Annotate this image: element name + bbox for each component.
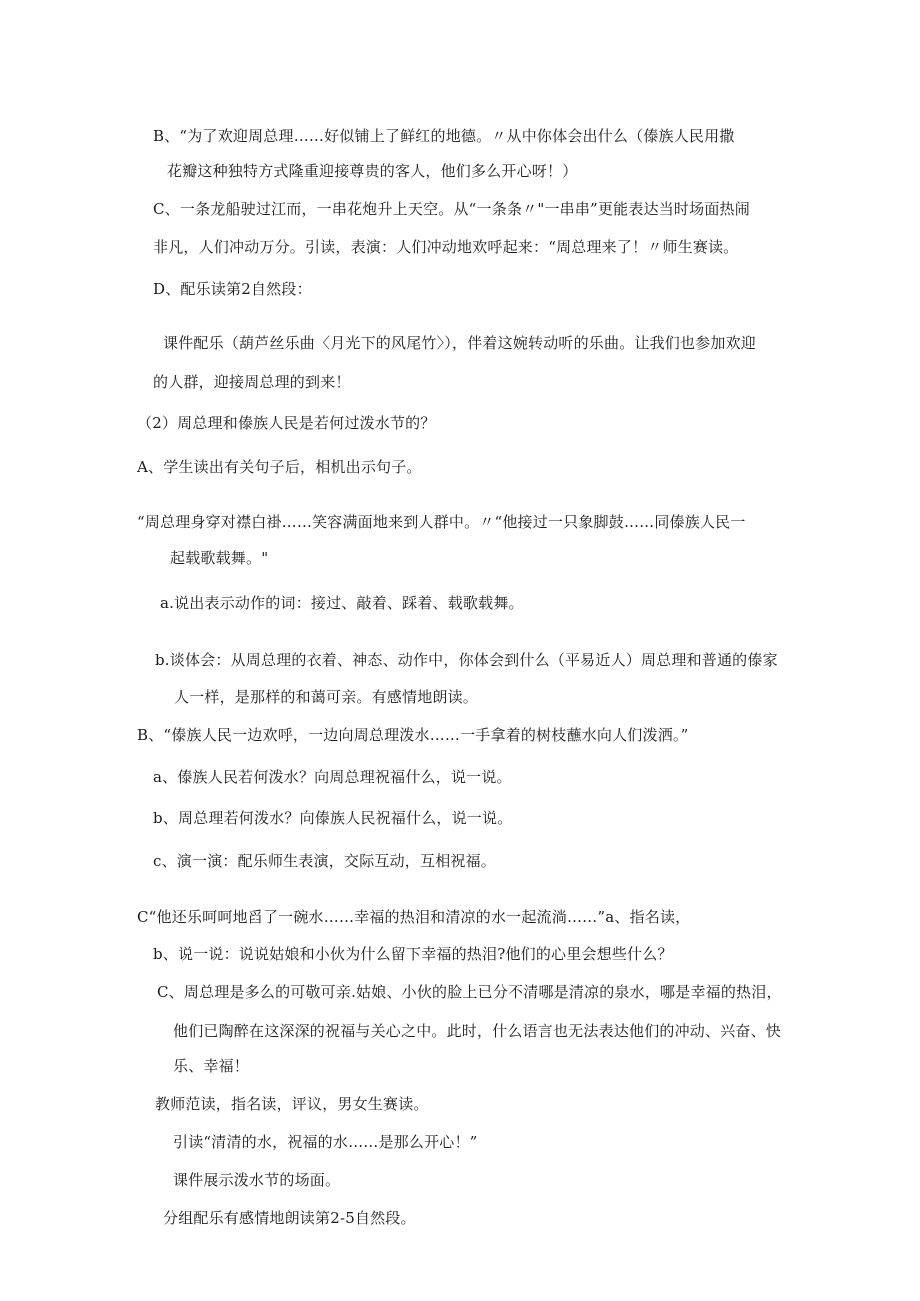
text-line: b、周总理若何泼水？向傣族人民祝福什么，说一说。 [153, 809, 513, 827]
text-line: C“他还乐呵呵地舀了一碗水……幸福的热泪和清凉的水一起流淌……”a、指名读， [137, 908, 691, 926]
text-line: 起载歌载舞。" [170, 549, 269, 567]
text-line: 的人群，迎接周总理的到来！ [153, 373, 351, 391]
text-line: 教师范读，指名读，评议，男女生赛读。 [155, 1095, 429, 1113]
text-line: D、配乐读第2自然段： [153, 280, 312, 298]
text-line: A、学生读出有关句子后，相机出示句子。 [137, 458, 422, 476]
text-line: 乐、幸福！ [173, 1057, 250, 1075]
text-line: “周总理身穿对襟白褂……笑容满面地来到人群中。〃“他接过一只象脚鼓……同傣族人民一 [137, 513, 746, 531]
text-line: a、傣族人民若何泼水？向周总理祝福什么，说一说。 [153, 768, 512, 786]
text-line: 课件配乐（葫芦丝乐曲〈月光下的风尾竹〉），伴着这婉转动听的乐曲。让我们也参加欢迎 [163, 334, 757, 352]
text-line: a.说出表示动作的词：接过、敲着、踩着、载歌载舞。 [160, 594, 524, 612]
text-line: b、说一说：说说姑娘和小伙为什么留下幸福的热泪?他们的心里会想些什么？ [153, 945, 673, 963]
text-line: B、“傣族人民一边欢呼，一边向周总理泼水……一手拿着的树枝蘸水向人们泼洒。” [137, 726, 689, 744]
text-line: 课件展示泼水节的场面。 [173, 1171, 341, 1189]
text-line: 分组配乐有感情地朗读第2-5自然段。 [163, 1209, 416, 1227]
text-line: 引读“清清的水，祝福的水……是那么开心！” [173, 1133, 478, 1151]
text-line: 非凡，人们冲动万分。引读，表演：人们冲动地欢呼起来：“周总理来了！〃师生赛读。 [153, 238, 739, 256]
text-line: C、一条龙船驶过江而，一串花炮升上天空。从“一条条〃"一串串”更能表达当时场面热闹 [153, 200, 750, 218]
text-line: C、周总理是多么的可敬可亲.姑娘、小伙的脸上已分不清哪是清凉的泉水，哪是幸福的热泪， [157, 983, 782, 1001]
text-line: 人一样，是那样的和蔼可亲。有感情地朗读。 [174, 688, 479, 706]
text-line: B、“为了欢迎周总理……好似铺上了鲜红的地德。〃从中你体会出什么（傣族人民用撒 [153, 127, 735, 145]
text-line: b.谈体会：从周总理的衣着、神态、动作中，你体会到什么（平易近人）周总理和普通的傣家 [155, 651, 778, 669]
text-line: c、演一演：配乐师生表演，交际互动，互相祝福。 [153, 852, 497, 870]
text-line: 花瓣这种独特方式隆重迎接尊贵的客人，他们多么开心呀！） [167, 162, 578, 180]
text-line: 他们已陶醉在这深深的祝福与关心之中。此时，什么语言也无法表达他们的冲动、兴奋、快 [173, 1022, 782, 1040]
text-line: （2）周总理和傣族人民是若何过泼水节的？ [137, 414, 436, 432]
